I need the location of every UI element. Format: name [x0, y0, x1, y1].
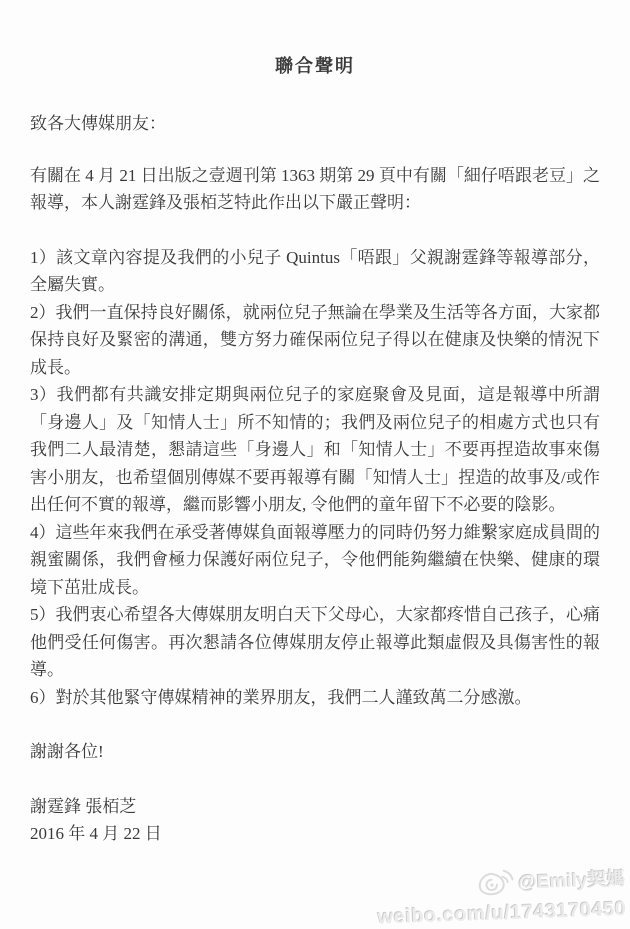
statement-point-3: 3）我們都有共識安排定期與兩位兒子的家庭聚會及見面，這是報導中所謂「身邊人」及「知情人士」所不知情的；我們及兩位兒子的相處方式也只有我們二人最清楚，懇請這些「身邊人」和「知情人士」不要再捏造故事來傷害小朋友，也希望個別傳媒不要再報導有關「知情人士」捏造的故事及/或作出任何不實的報導，繼而影響小朋友, 令他們的童年留下不必要的陰影。 [30, 385, 600, 514]
watermark-url: weibo.com/u/1743170450 [377, 898, 627, 929]
statement-point-2: 2）我們一直保持良好關係，就兩位兒子無論在學業及生活等各方面，大家都保持良好及緊密的溝通，雙方努力確保兩位兒子得以在健康及快樂的情況下成長。 [30, 302, 600, 377]
signature-line: 謝霆鋒 張栢芝 [30, 796, 137, 816]
salutation-line: 致各大傳媒朋友： [30, 114, 166, 133]
statement-point-4: 4）這些年來我們在承受著傳媒負面報導壓力的同時仍努力維繫家庭成員間的親蜜關係，我們會極力保護好兩位兒子，令他們能夠繼續在快樂、健康的環境下茁壯成長。 [30, 522, 600, 597]
weibo-eye-icon [476, 866, 515, 903]
page-title: 聯合聲明 [275, 56, 355, 76]
statement-point-6: 6）對於其他緊守傳媒精神的業界朋友，我們二人謹致萬二分感激。 [30, 687, 532, 707]
statement-point-5: 5）我們衷心希望各大傳媒朋友明白天下父母心，大家都疼惜自己孩子，心痛他們受任何傷害。再次懇請各位傳媒朋友停止報導此類虛假及具傷害性的報導。 [30, 605, 600, 679]
closing-line: 謝謝各位! [30, 742, 104, 761]
statement-points [30, 244, 600, 712]
date-line: 2016 年 4 月 22 日 [30, 824, 162, 843]
statement-point-1: 1）該文章內容提及我們的小兒子 Quintus「唔跟」父親謝霆鋒等報導部分，全屬失實。 [30, 247, 600, 294]
weibo-watermark [376, 862, 627, 929]
intro-paragraph: 有關在 4 月 21 日出版之壹週刊第 1363 期第 29 頁中有關「細仔唔跟老豆」之報導，本人謝霆鋒及張栢芝特此作出以下嚴正聲明： [30, 165, 600, 212]
watermark-handle: @Emily契媽 [518, 868, 626, 894]
